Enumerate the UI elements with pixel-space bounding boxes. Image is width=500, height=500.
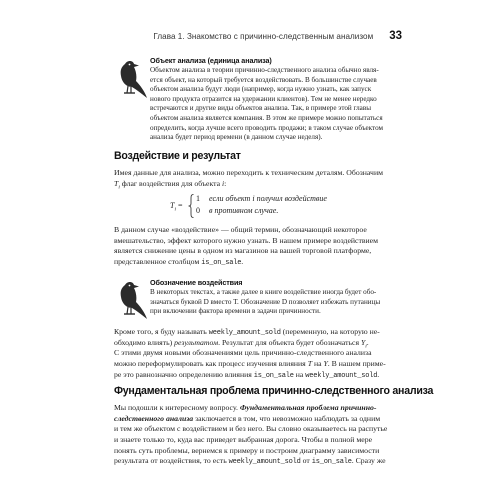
page-number: 33 — [389, 30, 402, 42]
code-inline: weekly_amount_sold — [305, 371, 378, 380]
text-run: Имея данные для анализа, можно переходить к техническим деталям. Обозначим — [114, 168, 383, 177]
text-line — [114, 456, 404, 467]
note-line: объектом анализа является компания. В этом же примере можно попытаться — [150, 113, 383, 122]
text-run: . Результат для объекта будет обозначаться — [218, 337, 361, 347]
text-line — [114, 257, 404, 268]
text-run: . — [377, 369, 380, 379]
paragraph-treatment-definition — [114, 225, 404, 268]
section-heading-treatment: Воздействие и результат — [114, 150, 241, 162]
code-inline: weekly_amount_sold — [228, 458, 301, 467]
text-line — [114, 403, 404, 414]
note-line: ется объект, на который требуется воздействовать. В большинстве случаев — [150, 75, 377, 84]
case-value: 1 — [196, 194, 200, 203]
text-run: обходимо влиять) — [114, 337, 175, 347]
text-line: понять суть проблемы, вернемся к примеру и построим диаграмму зависимости — [114, 445, 380, 455]
math-symbol: Y — [360, 337, 366, 347]
text-line — [114, 338, 404, 349]
formula-lhs — [170, 201, 183, 213]
left-brace-icon — [188, 194, 194, 218]
note-title: Объект анализа (единица анализа) — [150, 56, 272, 65]
formula-case-1 — [196, 194, 327, 203]
text-run: . — [366, 337, 369, 347]
paragraph-outcome-definition — [114, 327, 404, 380]
text-run: Кроме того, я буду называть — [114, 327, 209, 336]
paragraph-fundamental-problem — [114, 403, 404, 467]
note-line: при включении фактора времени в задачи причинности. — [150, 307, 321, 316]
equals-sign: = — [175, 201, 183, 210]
text-run: на — [293, 369, 306, 379]
math-symbol: T — [114, 178, 119, 188]
text-run: Мы подошли к интересному вопросу. — [114, 403, 240, 412]
math-symbol: T — [170, 201, 175, 210]
math-symbol: T — [307, 358, 312, 368]
case-text: если объект — [209, 194, 253, 203]
text-line — [114, 359, 404, 370]
note-line: значаться буквой D вместо T. Обозначение D позволяет избежать путаницы — [150, 297, 381, 306]
math-subscript: i — [365, 343, 367, 350]
math-symbol: i — [222, 178, 225, 188]
note-line: анализа будет период времени (в данном случае неделя). — [150, 133, 323, 142]
text-line — [114, 168, 404, 179]
case-value: 0 — [196, 206, 200, 215]
text-line: вмешательство, эффект которого нужно узнать. В нашем примере воздействием — [114, 235, 379, 245]
text-run: (переменную, на которую не- — [280, 327, 380, 336]
text-run: флаг воздействия для объекта — [119, 178, 223, 188]
text-run: ре это равнозначно определению влияния — [114, 369, 254, 379]
text-line — [114, 414, 404, 425]
emphasis: Фундаментальная проблема причинно- — [239, 403, 377, 412]
text-line: и тем же объектом с воздействием и без него. Вы словно оказываетесь на распутье — [114, 424, 388, 434]
emphasis: следственного анализа — [114, 413, 194, 423]
math-symbol: Y — [323, 358, 328, 368]
crow-icon — [114, 278, 148, 320]
text-run: : — [224, 178, 227, 188]
math-subscript: i — [174, 206, 176, 213]
section-heading-fundamental-problem: Фундаментальная проблема причинно-следственного анализа — [114, 385, 434, 397]
code-inline: is_on_sale — [311, 458, 352, 467]
note-line: Объектом анализа в теории причинно-следственного анализа обычно явля- — [150, 66, 379, 74]
code-inline: weekly_amount_sold — [208, 329, 281, 337]
text-run: на — [312, 358, 324, 368]
treatment-formula — [170, 194, 370, 218]
code-inline: is_on_sale — [201, 258, 242, 267]
text-run: . — [241, 256, 244, 266]
note-line: В некоторых текстах, а также далее в книге воздействие иногда будет обо- — [150, 288, 377, 296]
text-run: . В нашем приме- — [327, 358, 386, 368]
text-run: от — [300, 456, 312, 466]
text-run: результата от воздействия, то есть — [114, 456, 229, 466]
note-line: встречаются и другие виды объектов анализа. Так, в примере этой главы — [150, 104, 372, 113]
case-text: в противном случае. — [209, 206, 279, 215]
text-run: . Сразу же — [351, 456, 386, 466]
crow-icon — [114, 57, 148, 99]
math-symbol: i — [252, 194, 255, 203]
text-run: заключается в том, что невозможно наблюдать за одним — [193, 413, 381, 423]
note-line: определить, когда лучше всего проводить продажи; в таком случае объектом — [150, 123, 384, 132]
text-line: и знаете только то, куда вас приведет выбранная дорога. Чтобы в полной мере — [114, 434, 373, 444]
text-line: является снижение цены в одном из магазинов на вашей торговой платформе, — [114, 246, 372, 256]
math-subscript: i — [118, 184, 120, 191]
note-unit-of-analysis — [114, 56, 404, 146]
text-line — [114, 179, 404, 190]
code-inline: is_on_sale — [253, 371, 294, 380]
chapter-title: Глава 1. Знакомство с причинно-следственным анализом — [153, 31, 374, 41]
formula-case-2 — [196, 206, 278, 215]
note-line: объектом анализа будут люди (например, когда нужно узнать, как запуск — [150, 85, 372, 94]
running-header — [115, 29, 402, 43]
text-line: С этими двумя новыми обозначениями цель причинно-следственного анализа — [114, 348, 372, 358]
text-line — [114, 225, 404, 236]
text-line — [114, 327, 404, 338]
note-treatment-notation — [114, 278, 404, 322]
note-title: Обозначение воздействия — [150, 278, 243, 287]
case-text: получил воздействие — [254, 194, 327, 203]
text-run: можно переформулировать как процесс изучения влияния — [114, 358, 308, 368]
text-run: представленное столбцом — [114, 256, 202, 266]
note-line: нового продукта отразится на удержании клиентов). Тем не менее нередко — [150, 94, 377, 103]
paragraph-intro — [114, 168, 404, 189]
text-run: В данном случае «воздействие» — общий термин, обозначающий некоторое — [114, 225, 367, 234]
emphasis: результатом — [174, 337, 219, 347]
text-line — [114, 370, 404, 381]
